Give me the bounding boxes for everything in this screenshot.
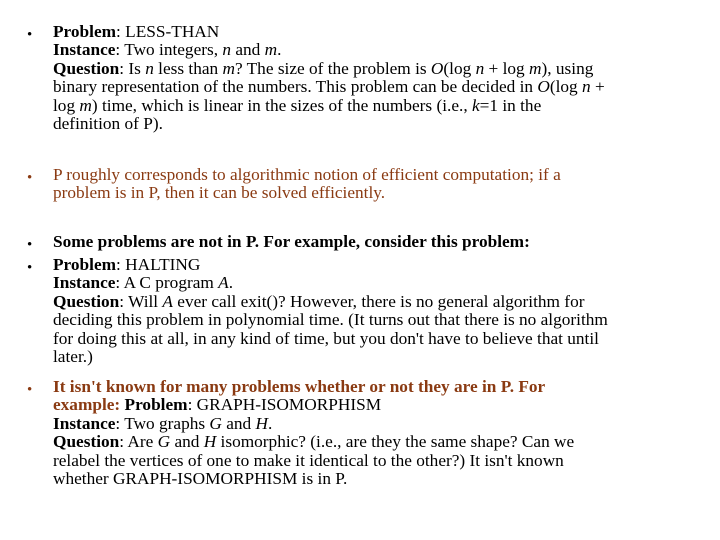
var-n: n	[475, 58, 485, 78]
text-span: and	[221, 413, 256, 433]
var-k: k	[471, 95, 480, 115]
instance-line	[53, 274, 717, 292]
bullet-marker: •	[27, 382, 33, 398]
question-keyword: Question	[53, 432, 120, 452]
text-span: binary representation of the numbers. This problem can be decided in	[53, 77, 538, 97]
text-span: : Is	[119, 58, 146, 78]
text-span: =1 in the	[479, 95, 542, 115]
problem-keyword: Problem	[53, 255, 117, 274]
text-span: : Two integers,	[115, 40, 223, 60]
big-o: O	[430, 58, 444, 78]
var-n: n	[222, 40, 232, 60]
bullet-halting-problem	[53, 256, 717, 366]
bullet-p-efficient	[53, 166, 717, 203]
bullet-marker: •	[27, 237, 33, 253]
text-line: It isn't known for many problems whether or not they are in P. For	[53, 377, 546, 396]
var-g: G	[157, 432, 171, 452]
question-keyword: Question	[53, 58, 120, 78]
var-m: m	[79, 95, 92, 115]
var-h: H	[255, 413, 268, 433]
text-span: ? The size of the problem is	[234, 58, 431, 78]
question-line	[53, 60, 717, 78]
question-continuation: deciding this problem in polynomial time. (It turns out that there is no algorithm	[53, 310, 608, 330]
text-span: and	[170, 432, 204, 452]
var-a: A	[218, 273, 229, 293]
text-line: Some problems are not in P. For example, consider this problem:	[53, 232, 530, 251]
text-span: example:	[53, 395, 125, 415]
text-span: .	[277, 40, 282, 60]
problem-keyword: Problem	[124, 395, 188, 415]
text-span: + log	[484, 58, 530, 78]
question-continuation: relabel the vertices of one to make it identical to the other?) It isn't known	[53, 450, 564, 470]
var-a: A	[162, 291, 173, 311]
var-m: m	[264, 40, 278, 60]
text-span: and	[231, 40, 265, 60]
text-span: : Will	[119, 291, 163, 311]
question-line	[53, 293, 717, 311]
problem-line	[53, 256, 717, 274]
bullet-not-in-p	[53, 233, 717, 251]
text-span: .	[267, 413, 273, 433]
text-span: : A C program	[115, 273, 219, 293]
problem-line	[53, 23, 717, 41]
var-g: G	[209, 413, 222, 433]
problem-name: : LESS-THAN	[116, 22, 220, 41]
var-m: m	[222, 58, 235, 78]
text-span: ever call exit()? However, there is no general algorithm for	[172, 291, 585, 311]
text-span: ) time, which is linear in the sizes of the numbers (i.e.,	[91, 95, 472, 115]
text-span: : Are	[119, 432, 158, 452]
bullet-less-than-problem	[53, 23, 717, 133]
text-span: (log	[549, 77, 583, 97]
text-span: : Two graphs	[115, 413, 210, 433]
question-continuation: later.)	[53, 346, 93, 366]
question-continuation	[53, 78, 717, 96]
text-span: log	[53, 95, 80, 115]
instance-keyword: Instance	[53, 273, 116, 293]
problem-line	[53, 396, 717, 414]
problem-keyword: Problem	[53, 22, 117, 41]
question-continuation: whether GRAPH-ISOMORPHISM is in P.	[53, 468, 348, 488]
question-continuation: definition of P).	[53, 113, 163, 133]
question-keyword: Question	[53, 291, 120, 311]
text-span: isomorphic? (i.e., are they the same shape? Can we	[216, 432, 575, 452]
instance-keyword: Instance	[53, 413, 116, 433]
var-n: n	[582, 77, 591, 97]
var-m: m	[529, 58, 542, 78]
question-continuation: for doing this at all, in any kind of time, but you don't have to believe that until	[53, 328, 599, 348]
instance-line	[53, 41, 717, 59]
question-continuation	[53, 97, 717, 115]
bullet-marker: •	[27, 170, 33, 186]
problem-name: : HALTING	[116, 255, 201, 274]
bullet-marker: •	[27, 27, 33, 43]
text-span: less than	[153, 58, 223, 78]
var-n: n	[145, 58, 154, 78]
question-line	[53, 433, 717, 451]
bullet-marker: •	[27, 260, 33, 276]
bullet-graph-isomorphism	[53, 378, 717, 488]
text-span: (log	[443, 58, 476, 78]
instance-line	[53, 415, 717, 433]
text-span: +	[590, 77, 605, 97]
instance-keyword: Instance	[53, 40, 116, 60]
text-span: .	[228, 273, 234, 293]
big-o: O	[537, 77, 550, 97]
problem-name: : GRAPH-ISOMORPHISM	[187, 395, 382, 415]
text-line: problem is in P, then it can be solved efficiently.	[53, 183, 386, 203]
var-h: H	[203, 432, 217, 452]
text-span: ), using	[541, 58, 594, 78]
text-line: P roughly corresponds to algorithmic notion of efficient computation; if a	[53, 165, 561, 184]
